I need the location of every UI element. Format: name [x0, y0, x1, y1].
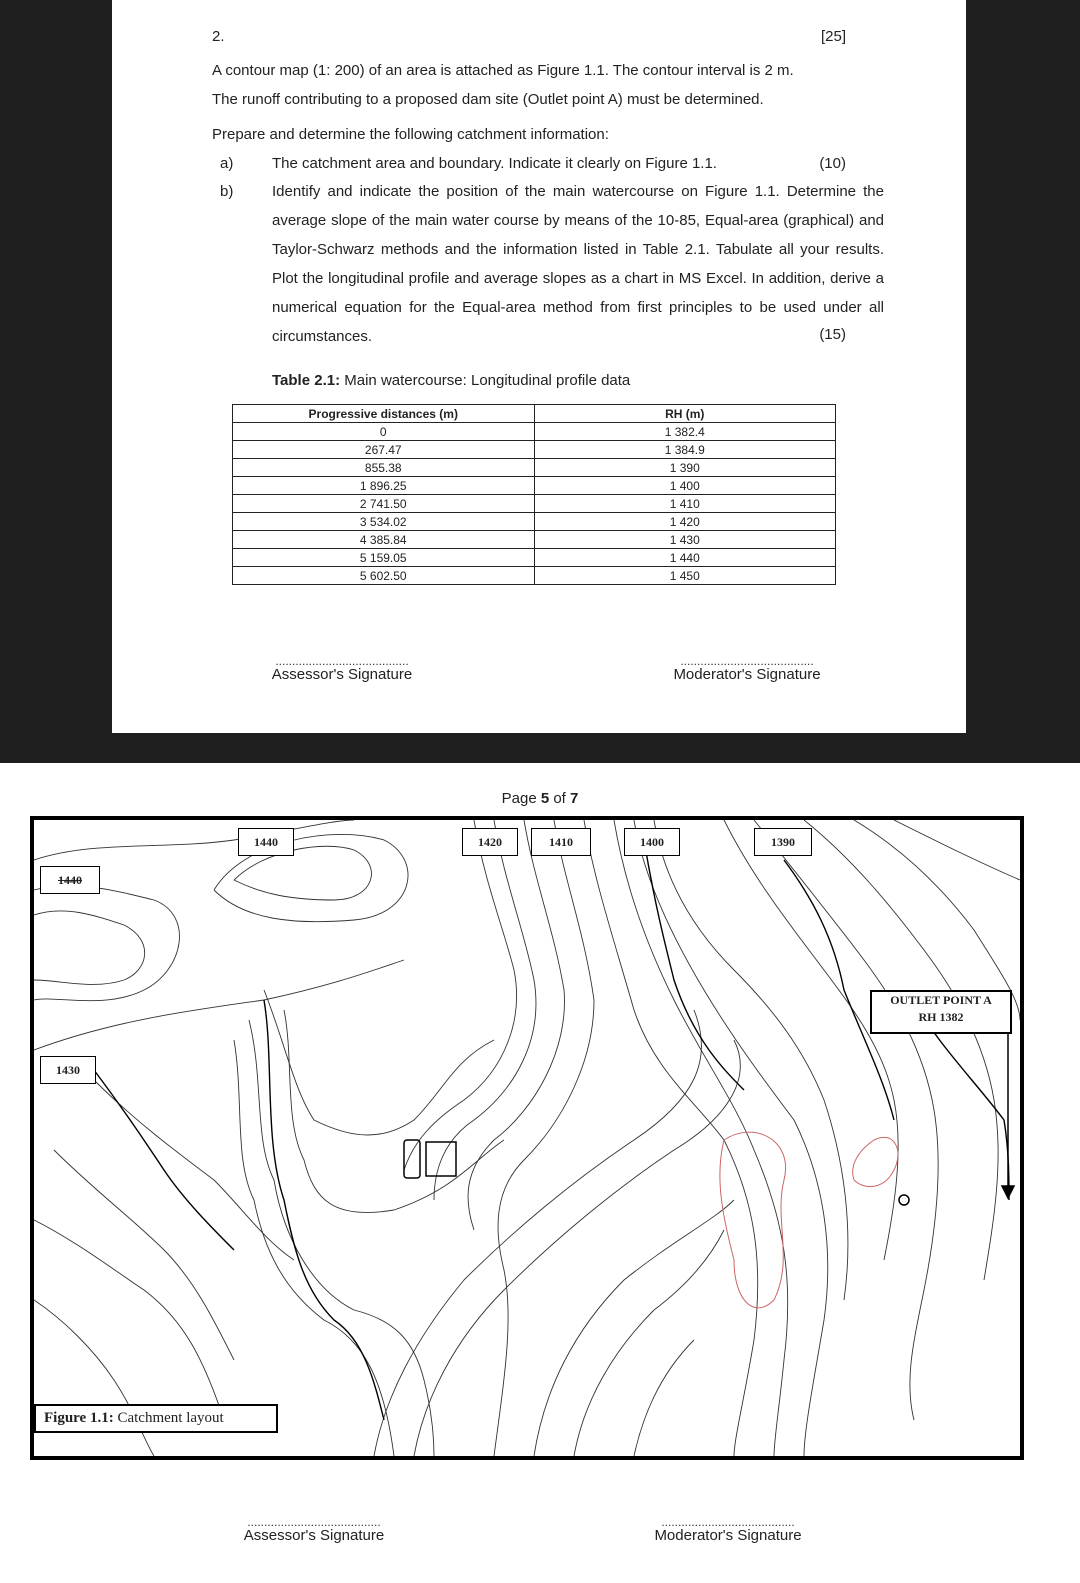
table-caption-label: Table 2.1:: [272, 372, 341, 389]
distance-cell: 1 896.25: [233, 477, 535, 495]
contour-label-1410: 1410: [531, 828, 591, 856]
item-a-label: a): [220, 155, 234, 172]
rh-cell: 1 382.4: [534, 423, 836, 441]
intro-line-1: A contour map (1: 200) of an area is attached as Figure 1.1. The contour interval is 2 m.: [212, 62, 794, 79]
distance-cell: 3 534.02: [233, 513, 535, 531]
contour-line: [634, 820, 828, 1456]
item-b-label: b): [220, 183, 234, 200]
contour-line: [34, 911, 145, 985]
intro-line-2: The runoff contributing to a proposed dam site (Outlet point A) must be determined.: [212, 91, 764, 108]
contour-label-1440: 1440: [238, 828, 294, 856]
table-row: [233, 567, 836, 585]
rh-cell: 1 430: [534, 531, 836, 549]
contour-line: [94, 1080, 294, 1260]
contour-line: [249, 1020, 434, 1456]
question-number: 2.: [212, 28, 225, 45]
table-row: [233, 495, 836, 513]
moderator-signature-top: [647, 656, 847, 683]
assessor-signature-top: [242, 656, 442, 683]
watercourse-line: [264, 1000, 384, 1420]
distance-cell: 5 159.05: [233, 549, 535, 567]
contour-label-1390: 1390: [754, 828, 812, 856]
contour-label-1400: 1400: [624, 828, 680, 856]
distance-cell: 0: [233, 423, 535, 441]
item-b: [212, 177, 892, 351]
watercourse-line: [94, 1070, 234, 1250]
figure-caption-text: Catchment layout: [117, 1410, 224, 1426]
assessor-label: Assessor's Signature: [271, 666, 413, 683]
rh-cell: 1 420: [534, 513, 836, 531]
page-total: 7: [570, 790, 579, 807]
moderator-label: Moderator's Signature: [673, 666, 821, 683]
rh-cell: 1 450: [534, 567, 836, 585]
table-row: [233, 477, 836, 495]
outlet-arrow-head: [1002, 1186, 1014, 1198]
contour-line: [264, 990, 494, 1135]
signature-dots: ........................................: [661, 1515, 795, 1529]
contour-line: [654, 820, 848, 1300]
question-page: [112, 0, 966, 733]
contour-label-1420: 1420: [462, 828, 518, 856]
outlet-point-label: [870, 990, 1012, 1034]
table-row: [233, 441, 836, 459]
total-marks: [25]: [820, 28, 846, 45]
assessor-label: Assessor's Signature: [243, 1527, 385, 1544]
assessor-signature-bottom: [214, 1517, 414, 1544]
watercourse-group: [94, 840, 1009, 1420]
contour-line: [54, 1150, 234, 1360]
rh-cell: 1 400: [534, 477, 836, 495]
figure-caption: [34, 1404, 278, 1433]
contour-line: [584, 820, 758, 1456]
dam-structure: [404, 1140, 420, 1178]
distance-cell: 5 602.50: [233, 567, 535, 585]
contour-map: [30, 816, 1024, 1460]
contour-line: [614, 820, 788, 1456]
contour-line: [534, 1200, 734, 1456]
arrow-group: [1002, 1020, 1014, 1198]
item-b-text: Identify and indicate the position of the main watercourse on Figure 1.1. Determine the average slope of the main water course by means of the 10-85, Equal-area (graphical) and Taylor-Schwarz methods and the information listed in Table 2.1. Tabulate all your results. Plot the longitudinal profile and average slopes as a chart in MS Excel. In addition, derive a numerical equation for the Equal-area method from first principles to be used under all circumstances.: [272, 183, 884, 345]
table-caption: [272, 372, 630, 389]
contour-group: [34, 820, 1020, 1456]
moderator-label: Moderator's Signature: [654, 1527, 802, 1544]
contour-label-1440-left: 1440: [40, 866, 100, 894]
red-boundary: [720, 1132, 786, 1308]
contour-line: [634, 1340, 694, 1456]
distance-cell: 2 741.50: [233, 495, 535, 513]
contour-line: [34, 1220, 224, 1420]
contour-line: [574, 1230, 724, 1456]
contour-line: [374, 1010, 702, 1456]
contour-line: [754, 820, 938, 1420]
table-row: [233, 459, 836, 477]
distance-cell: 855.38: [233, 459, 535, 477]
signature-dots: ........................................: [247, 1515, 381, 1529]
table-caption-text: Main watercourse: Longitudinal profile data: [344, 372, 631, 389]
distance-cell: 267.47: [233, 441, 535, 459]
header-distance: Progressive distances (m): [233, 405, 535, 423]
signature-dots: ........................................: [680, 654, 814, 668]
structure-group: [404, 1140, 909, 1205]
contour-label-1430: 1430: [40, 1056, 96, 1084]
contour-line: [494, 820, 594, 1456]
table-header-row: [233, 405, 836, 423]
page-prefix: Page: [501, 790, 541, 807]
table-row: [233, 423, 836, 441]
item-b-points: (15): [819, 326, 846, 343]
rh-cell: 1 384.9: [534, 441, 836, 459]
red-boundary-group: [720, 1132, 898, 1308]
outlet-line-2: RH 1382: [918, 1010, 964, 1024]
rh-cell: 1 440: [534, 549, 836, 567]
table-row: [233, 513, 836, 531]
red-boundary: [853, 1137, 898, 1186]
page-current: 5: [540, 790, 550, 807]
table-row: [233, 549, 836, 567]
figure-caption-label: Figure 1.1:: [44, 1410, 114, 1426]
signature-dots: ........................................: [275, 654, 409, 668]
contour-line: [434, 820, 536, 1200]
rh-cell: 1 390: [534, 459, 836, 477]
header-rh: RH (m): [534, 405, 836, 423]
table-row: [233, 531, 836, 549]
contour-lines: [34, 820, 1020, 1456]
item-a-text: The catchment area and boundary. Indicate it clearly on Figure 1.1.: [272, 155, 717, 172]
page-number: [0, 790, 1080, 807]
distance-cell: 4 385.84: [233, 531, 535, 549]
prepare-instruction: Prepare and determine the following catchment information:: [212, 126, 609, 143]
contour-line: [284, 1010, 504, 1213]
rh-cell: 1 410: [534, 495, 836, 513]
item-a-points: (10): [819, 155, 846, 172]
contour-line: [404, 820, 517, 1170]
contour-line: [804, 820, 998, 1280]
page-middle: of: [549, 790, 571, 807]
contour-line: [34, 820, 354, 860]
outlet-marker: [899, 1195, 909, 1205]
contour-line: [234, 1040, 394, 1456]
contour-line: [894, 820, 1020, 880]
outlet-line-1: OUTLET POINT A: [890, 993, 992, 1007]
item-a: [212, 149, 892, 178]
profile-table: [232, 404, 836, 585]
contour-line: [414, 1040, 740, 1456]
contour-line: [34, 960, 404, 1050]
moderator-signature-bottom: [628, 1517, 828, 1544]
